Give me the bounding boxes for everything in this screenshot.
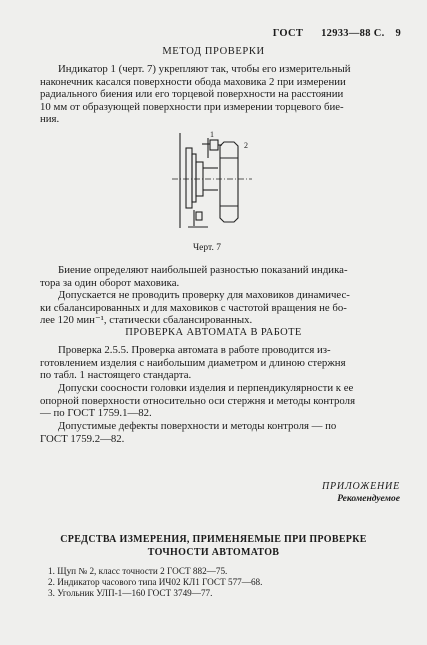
figure-caption: Черт. 7 [193, 243, 221, 253]
measuring-means-title-line: СРЕДСТВА ИЗМЕРЕНИЯ, ПРИМЕНЯЕМЫЕ ПРИ ПРОВЕРКЕ [60, 534, 367, 545]
text-line: Допуски соосности головки изделия и перпендикулярности к ее [58, 382, 354, 394]
text-line: 10 мм от образующей поверхности при измерении торцевого бие- [40, 100, 344, 113]
text-line: ния. [40, 113, 60, 126]
header-gost: ГОСТ [272, 28, 304, 39]
list-item: 3. Угольник УЛП-1—160 ГОСТ 3749—77. [48, 587, 213, 598]
text-line: радиального биения или его торцевой поверхности на расстоянии [40, 88, 344, 101]
measuring-means-title-line: ТОЧНОСТИ АВТОМАТОВ [147, 547, 280, 558]
section-title-method: МЕТОД ПРОВЕРКИ [162, 46, 265, 57]
text-line: Допустимые дефекты поверхности и методы контроля — по [58, 420, 337, 432]
header-standard-number: 12933—88 [321, 28, 371, 39]
appendix-subtitle: Рекомендуемое [337, 494, 400, 504]
text-line: готовлением изделия с наибольшим диаметром и длиною стержня [40, 356, 346, 369]
list-item: 2. Индикатор часового типа ИЧ02 КЛ1 ГОСТ 577—68. [48, 576, 263, 587]
figure-label-2: 2 [244, 141, 248, 150]
text-line: Биение определяют наибольшей разностью показаний индика- [58, 264, 348, 276]
text-line: Проверка 2.5.5. Проверка автомата в работе проводится из- [58, 344, 331, 356]
header-page-number: 9 [395, 28, 401, 39]
appendix-title: ПРИЛОЖЕНИЕ [322, 481, 400, 492]
figure-7-drawing [168, 128, 258, 238]
section-title-machine-check: ПРОВЕРКА АВТОМАТА В РАБОТЕ [125, 327, 302, 338]
text-line: ГОСТ 1759.2—82. [40, 432, 125, 445]
text-line: по табл. 1 настоящего стандарта. [40, 369, 192, 382]
paragraph-runout [40, 264, 412, 289]
paragraph-machine-check [40, 344, 412, 382]
text-line: ки сбалансированных и для маховиков с частотой вращения не бо- [40, 301, 347, 314]
list-item: 1. Щуп № 2, класс точности 2 ГОСТ 882—75. [48, 566, 228, 576]
measuring-means-title [0, 533, 427, 559]
text-line: лее 120 мин⁻¹, статически сбалансированных. [40, 314, 253, 327]
paragraph-exemption [40, 289, 412, 327]
text-line: наконечник касался поверхности обода маховика 2 при измерении [40, 75, 346, 88]
paragraph-defects [40, 420, 412, 445]
page-header [273, 28, 401, 39]
paragraph-indicator-mounting [40, 63, 412, 126]
text-line: тора за один оборот маховика. [40, 276, 180, 289]
paragraph-tolerances [40, 382, 412, 420]
text-line: опорной поверхности относительно оси стержня и методы контроля [40, 394, 356, 407]
measuring-means-list [48, 566, 262, 598]
text-line: Допускается не проводить проверку для маховиков динамичес- [58, 289, 350, 301]
header-page-label: С. [373, 28, 385, 39]
text-line: Индикатор 1 (черт. 7) укрепляют так, чтобы его измерительный [58, 63, 351, 75]
figure-label-1: 1 [210, 130, 214, 139]
text-line: — по ГОСТ 1759.1—82. [40, 407, 152, 420]
